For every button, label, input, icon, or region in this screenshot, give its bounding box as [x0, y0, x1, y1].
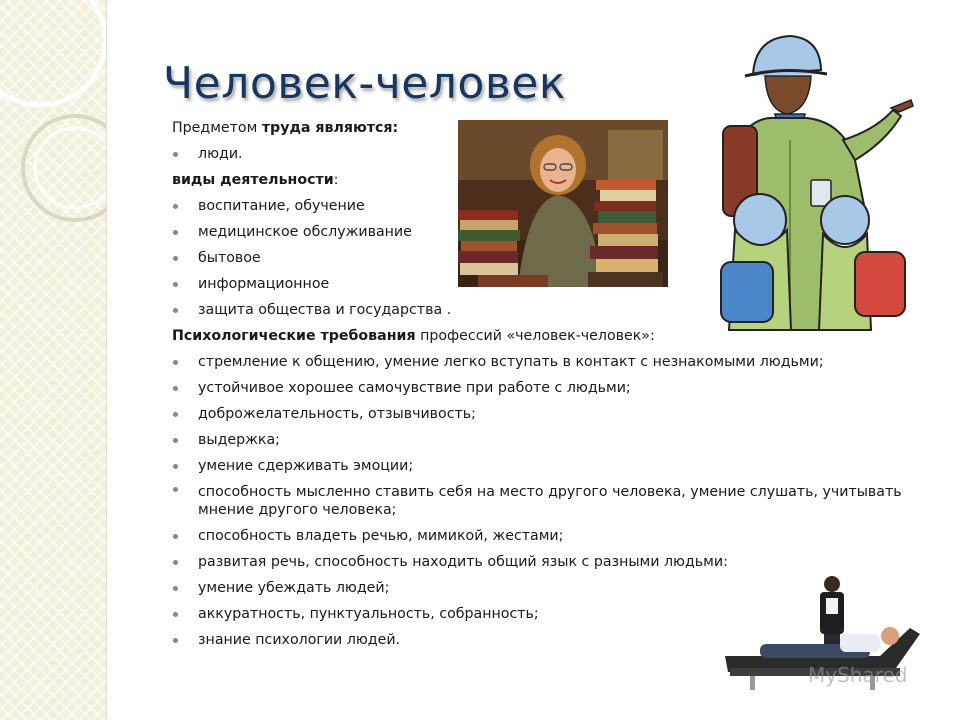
guide-with-children-clipart — [715, 30, 915, 332]
watermark-text: MyShared — [808, 663, 908, 687]
requirement-item: развитая речь, способность находить общий язык с разными людьми: — [172, 549, 947, 575]
decorative-left-strip — [0, 0, 107, 720]
activity-item: воспитание, обучение — [172, 193, 947, 219]
requirement-item: знание психологии людей. — [172, 627, 947, 653]
activity-item: защита общества и государства . — [172, 297, 947, 323]
activity-item: медицинское обслуживание — [172, 219, 947, 245]
requirement-item: способность владеть речью, мимикой, жестами; — [172, 523, 947, 549]
requirement-item: выдержка; — [172, 427, 947, 453]
requirement-item: умение убеждать людей; — [172, 575, 947, 601]
teacher-with-books-photo — [458, 120, 668, 287]
requirement-item: доброжелательность, отзывчивость; — [172, 401, 947, 427]
activity-item: информационное — [172, 271, 947, 297]
requirements-heading-suffix: профессий «человек-человек»: — [415, 328, 655, 344]
decorative-circles — [0, 0, 106, 720]
requirement-item: умение сдерживать эмоции; — [172, 453, 947, 479]
activities-heading-bold: виды деятельности — [172, 172, 334, 188]
subject-bold: труда являются: — [261, 120, 399, 136]
requirements-heading-bold: Психологические требования — [172, 328, 416, 344]
slide-title: Человек-человек — [163, 58, 566, 109]
activities-heading-suffix: : — [333, 172, 339, 188]
activity-item: бытовое — [172, 245, 947, 271]
subject-item: люди. — [172, 141, 947, 167]
requirement-item: устойчивое хорошее самочувствие при работе с людьми; — [172, 375, 947, 401]
requirement-item: способность мысленно ставить себя на место другого человека, умение слушать, учитывать мнение другого человека; — [172, 479, 947, 523]
psychologist-session-photo — [720, 570, 950, 720]
requirement-item: стремление к общению, умение легко вступать в контакт с незнакомыми людьми; — [172, 349, 947, 375]
subject-prefix: Предметом — [172, 120, 262, 136]
requirement-item: аккуратность, пунктуальность, собранность; — [172, 601, 947, 627]
